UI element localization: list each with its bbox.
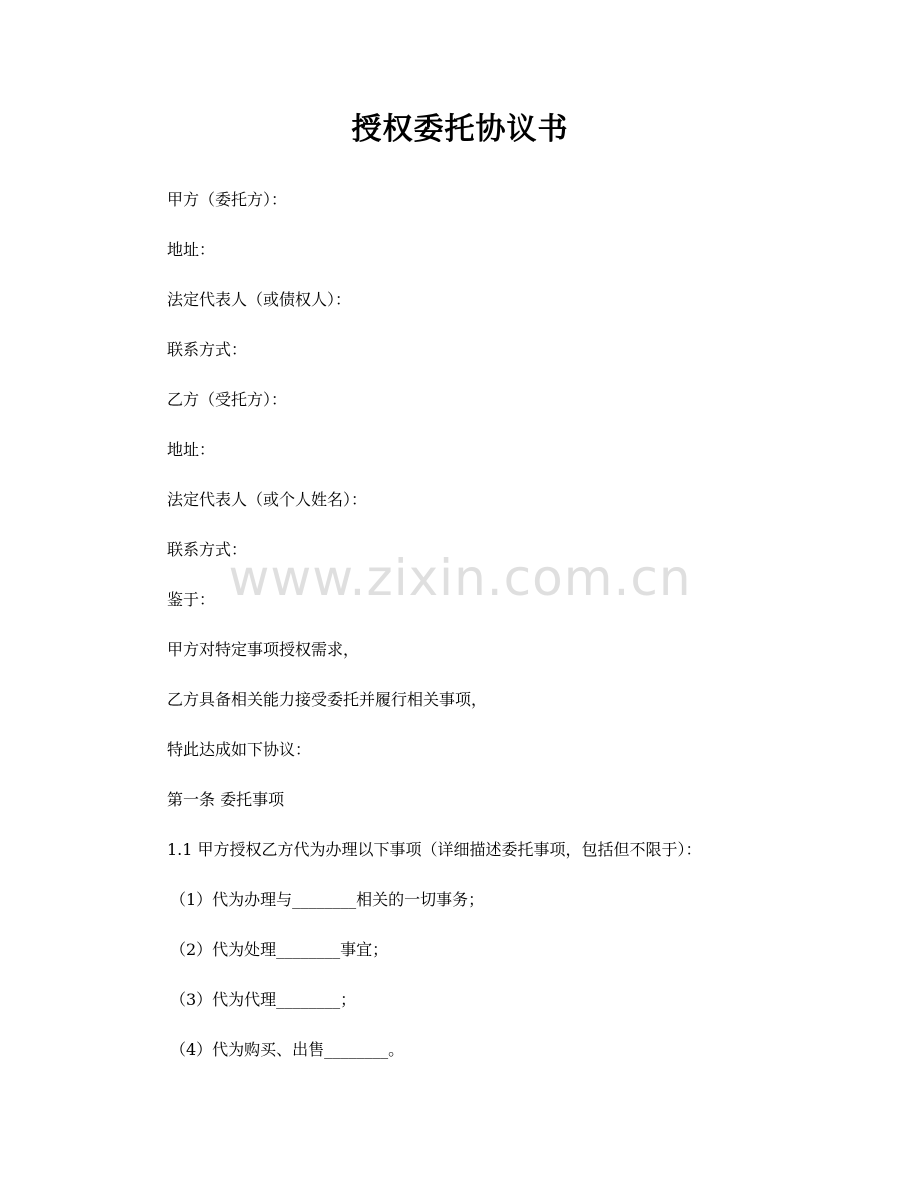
site-watermark: www.zixin.com.cn <box>228 549 692 607</box>
document-body <box>167 183 807 1083</box>
clause-item-1: （1）代为办理与________相关的一切事务； <box>170 890 485 909</box>
agreement-statement: 特此达成如下协议： <box>167 740 312 759</box>
party-a-address: 地址： <box>167 240 216 259</box>
whereas-clause-2: 乙方具备相关能力接受委托并履行相关事项， <box>167 690 488 709</box>
document-title: 授权委托协议书 <box>351 112 569 147</box>
article-1-heading: 第一条 委托事项 <box>167 790 285 809</box>
party-b-label: 乙方（受托方）： <box>167 390 288 409</box>
party-a-contact: 联系方式： <box>167 340 248 359</box>
party-b-representative: 法定代表人（或个人姓名）： <box>167 490 368 509</box>
clause-item-4: （4）代为购买、出售________。 <box>170 1040 405 1059</box>
clause-item-3: （3）代为代理________； <box>170 990 357 1009</box>
clause-1-1: 1.1 甲方授权乙方代为办理以下事项（详细描述委托事项，包括但不限于）： <box>167 840 702 859</box>
party-a-label: 甲方（委托方）： <box>167 190 288 209</box>
party-b-address: 地址： <box>167 440 216 459</box>
party-a-representative: 法定代表人（或债权人）： <box>167 290 352 309</box>
clause-item-2: （2）代为处理________事宜； <box>170 940 389 959</box>
party-b-contact: 联系方式： <box>167 540 248 559</box>
whereas-heading: 鉴于： <box>167 590 216 609</box>
whereas-clause-1: 甲方对特定事项授权需求， <box>167 640 360 659</box>
